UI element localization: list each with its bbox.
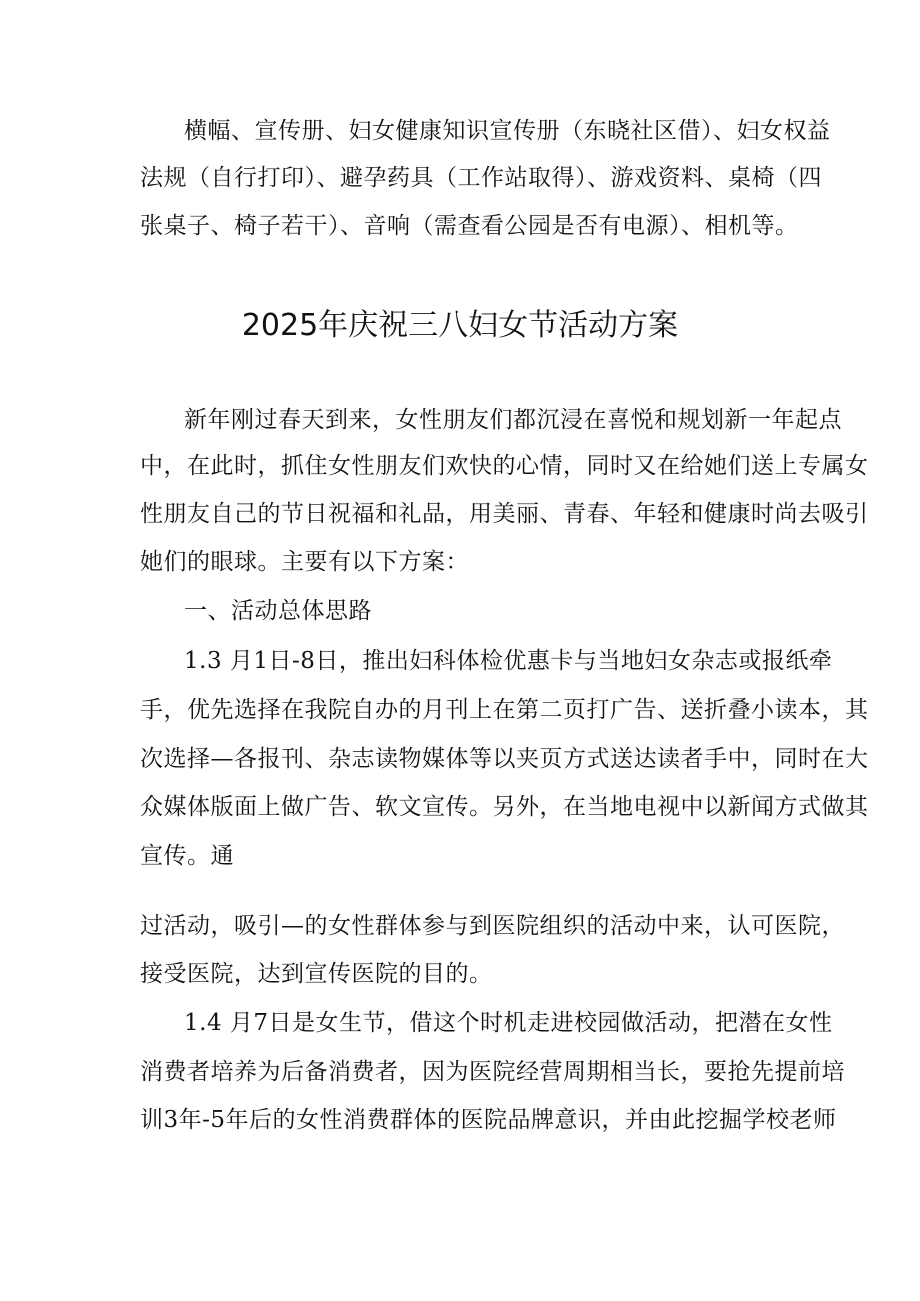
item-1-4-line-2: 消费者培养为后备消费者，因为医院经营周期相当长，要抢先提前培 bbox=[140, 1059, 845, 1085]
item-1-3-line-5: 宣传。通 bbox=[140, 843, 234, 869]
continuation-line-1: 过活动，吸引—的女性群体参与到医院组织的活动中来，认可医院， bbox=[140, 913, 845, 939]
paragraph-1-line-3: 性朋友自己的节日祝福和礼品，用美丽、青春、年轻和健康时尚去吸引 bbox=[140, 501, 869, 527]
section-heading: 一、活动总体思路 bbox=[184, 598, 372, 624]
paragraph-1-line-1: 新年刚过春天到来，女性朋友们都沉浸在喜悦和规划新一年起点 bbox=[184, 407, 842, 433]
item-1-4-line-1: 1.4 月7日是女生节，借这个时机走进校园做活动，把潜在女性 bbox=[184, 1010, 833, 1036]
continuation-line-2: 接受医院，达到宣传医院的目的。 bbox=[140, 961, 493, 987]
item-1-3-line-2: 手，优先选择在我院自办的月刊上在第二页打广告、送折叠小读本，其 bbox=[140, 697, 869, 723]
intro-line-3: 张桌子、椅子若干）、音响（需查看公园是否有电源）、相机等。 bbox=[140, 213, 799, 239]
paragraph-1-line-4: 她们的眼球。主要有以下方案： bbox=[140, 549, 469, 575]
item-1-3-line-3: 次选择—各报刊、杂志读物媒体等以夹页方式送达读者手中，同时在大 bbox=[140, 746, 869, 772]
paragraph-1-line-2: 中，在此时，抓住女性朋友们欢快的心情，同时又在给她们送上专属女 bbox=[140, 453, 869, 479]
intro-line-2: 法规（自行打印）、避孕药具（工作站取得）、游戏资料、桌椅（四 bbox=[140, 165, 822, 191]
item-1-3-line-1: 1.3 月1日-8日，推出妇科体检优惠卡与当地妇女杂志或报纸牵 bbox=[184, 648, 833, 674]
intro-line-1: 横幅、宣传册、妇女健康知识宣传册（东晓社区借）、妇女权益 bbox=[184, 118, 831, 144]
item-1-4-line-3: 训3年-5年后的女性消费群体的医院品牌意识，并由此挖掘学校老师 bbox=[140, 1107, 837, 1133]
item-1-3-line-4: 众媒体版面上做广告、软文宣传。另外，在当地电视中以新闻方式做其 bbox=[140, 794, 869, 820]
document-title: 2025年庆祝三八妇女节活动方案 bbox=[241, 308, 679, 343]
